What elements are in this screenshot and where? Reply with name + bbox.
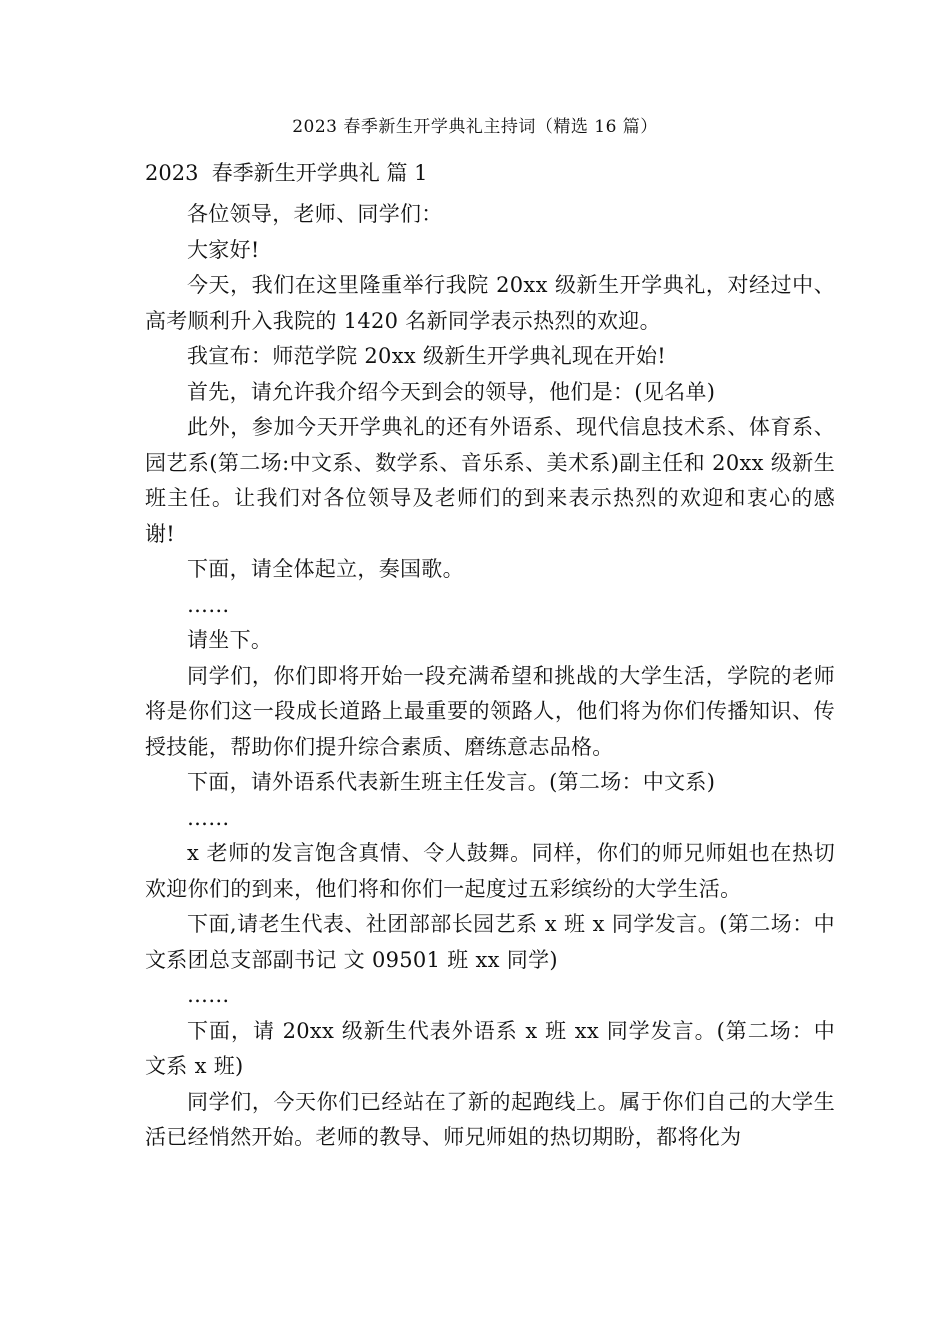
paragraph-introduce-leaders: 首先，请允许我介绍今天到会的领导，他们是：(见名单) (187, 379, 716, 404)
paragraph-speech-response: x 老师的发言饱含真情、令人鼓舞。同样，你们的师兄师姐也在热切欢迎你们的到来，他们将和你们一起度过五彩缤纷的大学生活。 (145, 841, 835, 901)
paragraph-hello: 大家好! (187, 237, 260, 262)
document-body (145, 159, 835, 1156)
paragraph-teachers-role: 同学们，你们即将开始一段充满希望和挑战的大学生活，学院的老师将是你们这一段成长道路上最重要的领路人，他们将为你们传播知识、传授技能，帮助你们提升综合素质、磨练意志品格。 (145, 663, 835, 759)
paragraph-announce-start: 我宣布：师范学院 20xx 级新生开学典礼现在开始! (187, 344, 666, 368)
paragraph-senior-student-speech: 下面,请老生代表、社团部部长园艺系 x 班 x 同学发言。(第二场：中文系团总支部副书记 文 09501 班 xx 同学) (145, 912, 835, 972)
paragraph-welcome: 今天，我们在这里隆重举行我院 20xx 级新生开学典礼，对经过中、高考顺利升入我院的 1420 名新同学表示热烈的欢迎。 (145, 273, 835, 333)
paragraph-greeting: 各位领导，老师、同学们： (187, 202, 443, 226)
paragraph-attendees: 此外，参加今天开学典礼的还有外语系、现代信息技术系、体育系、园艺系(第二场:中文系、数学系、音乐系、美术系)副主任和 20xx 级新生班主任。让我们对各位领导及老师们的到来表示热烈的欢迎和衷心的感谢! (145, 415, 835, 546)
paragraph-teacher-speech: 下面，请外语系代表新生班主任发言。(第二场：中文系) (187, 770, 716, 794)
paragraph-ellipsis: …… (187, 592, 230, 617)
paragraph-national-anthem: 下面，请全体起立，奏国歌。 (187, 557, 464, 581)
paragraph-freshman-speech: 下面，请 20xx 级新生代表外语系 x 班 xx 同学发言。(第二场：中文系 x 班) (145, 1018, 835, 1078)
section-heading: 2023 春季新生开学典礼 篇 1 (145, 161, 428, 185)
document-title: 2023 春季新生开学典礼主持词（精选 16 篇） (292, 117, 658, 137)
paragraph-ellipsis: …… (187, 805, 230, 830)
paragraph-ellipsis: …… (187, 983, 230, 1007)
paragraph-sit-down: 请坐下。 (187, 628, 273, 652)
paragraph-new-start: 同学们，今天你们已经站在了新的起跑线上。属于你们自己的大学生活已经悄然开始。老师的教导、师兄师姐的热切期盼，都将化为 (145, 1089, 835, 1149)
